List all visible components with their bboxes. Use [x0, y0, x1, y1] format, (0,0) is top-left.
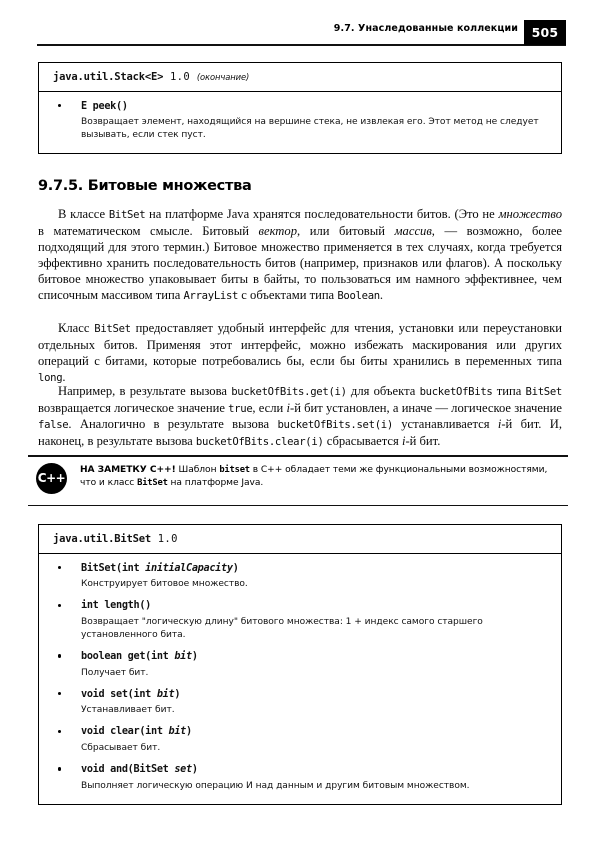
api-method-item [53, 599, 547, 642]
text-run: с объектами типа [238, 288, 338, 303]
inline-code: false [38, 419, 69, 432]
text-run: -й бит. [405, 433, 441, 448]
api-box-stack-header [39, 63, 561, 92]
text-run: сбрасывается [323, 433, 402, 448]
text-run: , — возможно, более подходящий для этого термин.) Битовое множество применяется в тех случаях, когда требуется эффективно хранить последовательность битов (например, признаков или флагов). А поскольку битовое множество упаковывает биты в байты, то пользоваться им намного эффективнее, чем списочным массивом типа [38, 223, 562, 303]
text-run: Класс [58, 321, 95, 335]
text-run: возвращается логическое значение [38, 400, 229, 415]
bullet-icon [58, 566, 61, 569]
inline-code: bucketOfBits.clear(i) [195, 435, 324, 448]
api-method-item [53, 650, 547, 680]
running-head-rule [37, 44, 566, 46]
inline-code: bucketOfBits [419, 386, 493, 398]
api-method-item [53, 725, 547, 755]
text-run: типа [492, 384, 526, 398]
paragraph-3-text [38, 383, 562, 449]
api-method-signature [81, 562, 547, 576]
page-number-badge [524, 20, 566, 45]
api-method-signature [81, 688, 547, 702]
inline-code: BitSet [108, 209, 146, 221]
api-method-signature-param: set [174, 763, 192, 775]
text-run: . Аналогично в результате вызова [68, 417, 278, 432]
api-method-signature-post: ) [232, 562, 239, 574]
emphasis-run: i [497, 417, 502, 432]
api-method-signature [81, 725, 547, 739]
inline-code: BitSet [94, 323, 131, 335]
paragraph-1 [38, 206, 562, 304]
running-head [37, 18, 566, 48]
api-method-item [53, 688, 547, 718]
api-method-item [53, 763, 547, 793]
api-method-item [53, 100, 547, 143]
emphasis-run: i [401, 433, 406, 448]
note-text [80, 464, 564, 490]
api-box-stack-classname: java.util.Stack<E> [53, 71, 164, 83]
paragraph-1-text [38, 206, 562, 304]
api-method-signature [81, 650, 547, 664]
text-run: предоставляет удобный интерфейс для чтения, установки или переустановки отдельных битов. Применяя этот интерфейс, можно избежать маскирования или других операций с битами, которые потребовались бы, если бы биты хранились в переменных типа [38, 321, 563, 368]
api-box-bitset-header [39, 525, 561, 554]
api-method-signature-pre: void clear(int [81, 726, 169, 738]
bullet-icon [58, 104, 61, 107]
page-number: 505 [531, 25, 559, 40]
text-run: Шаблон [175, 464, 220, 475]
bullet-icon [58, 604, 61, 607]
note-body [28, 457, 568, 505]
paragraph-3 [38, 383, 562, 449]
text-run: , или битовый [297, 223, 395, 238]
paragraph-2 [38, 320, 562, 386]
api-method-description: Устанавливает бит. [81, 705, 175, 716]
api-method-signature-pre: int length [81, 600, 140, 612]
inline-code: bucketOfBits.set(i) [277, 419, 393, 432]
api-method-signature [81, 100, 547, 114]
api-method-signature-post: () [139, 600, 152, 612]
note-rule-bottom [28, 505, 568, 507]
api-method-signature-post: ) [191, 763, 198, 775]
bullet-icon [58, 730, 61, 733]
text-run: -й бит установлен, а иначе — логическое значение [290, 400, 562, 415]
emphasis-run: i [286, 400, 290, 415]
running-head-title: 9.7. Унаследованные коллекции [333, 23, 518, 34]
api-method-signature-post: ) [191, 650, 198, 662]
api-method-signature [81, 599, 547, 613]
api-method-description: Получает бит. [81, 667, 149, 678]
emphasis-run: множество [498, 207, 562, 221]
inline-code: BitSet [137, 477, 168, 488]
cpp-note [28, 455, 568, 506]
api-method-signature-pre: void set(int [81, 688, 157, 700]
api-box-stack-continuation: (окончание) [196, 72, 250, 82]
text-run: устанавливается [392, 417, 498, 432]
emphasis-run: вектор [258, 223, 297, 238]
api-method-description: Возвращает "логическую длину" битового множества: 1 + индекс самого старшего установленного бита. [81, 617, 483, 640]
api-box-stack-body [39, 92, 561, 154]
bullet-icon [58, 767, 61, 770]
api-method-signature-pre: E peek [81, 100, 117, 112]
api-method-signature-post: ) [186, 726, 192, 738]
text-run: . [62, 369, 66, 384]
inline-code: ArrayList [183, 290, 239, 303]
text-run: В классе [58, 207, 109, 221]
api-box-stack-version: 1.0 [169, 71, 191, 83]
api-method-signature-post: () [116, 100, 128, 112]
api-method-signature-param: bit [168, 726, 187, 738]
emphasis-run: массив [394, 223, 432, 238]
text-run: в математическом смысле. Битовый [38, 223, 259, 238]
inline-code: Boolean [337, 290, 380, 303]
bullet-icon [58, 692, 61, 695]
text-run: . [379, 288, 384, 303]
inline-code: bitset [219, 464, 250, 475]
inline-code: BitSet [525, 386, 563, 398]
paragraph-2-text [38, 320, 562, 386]
api-box-bitset-version: 1.0 [157, 533, 178, 545]
api-method-signature-param: bit [174, 650, 192, 662]
bullet-icon [58, 654, 61, 657]
api-method-description: Возвращает элемент, находящийся на вершине стека, не извлекая его. Этот метод не следует вызывать, если стек пуст. [81, 117, 539, 141]
api-box-bitset-body [39, 554, 561, 804]
api-method-item [53, 562, 547, 592]
section-heading: 9.7.5. Битовые множества [38, 178, 252, 194]
api-box-bitset-classname: java.util.BitSet [53, 533, 151, 545]
inline-code: true [228, 402, 253, 415]
api-method-signature-pre: boolean get(int [81, 650, 175, 662]
text-run: -й бит. И, наконец, в результате вызова [38, 417, 562, 448]
cpp-badge-icon: C++ [36, 463, 67, 494]
api-method-signature-param: bit [156, 688, 175, 700]
api-box-bitset [38, 524, 562, 805]
api-method-description: Выполняет логическую операцию И над данным и другим битовым множеством. [81, 780, 470, 791]
api-method-signature-pre: void and(BitSet [81, 763, 175, 775]
api-box-stack [38, 62, 562, 154]
api-method-signature-param: initialCapacity [145, 562, 233, 574]
text-run: на платформе Java. [167, 477, 264, 488]
api-method-signature-pre: BitSet(int [81, 562, 146, 574]
text-run: Например, в результате вызова [58, 384, 232, 398]
api-method-signature [81, 763, 547, 777]
api-method-signature-post: ) [174, 688, 181, 700]
api-method-description: Конструирует битовое множество. [81, 579, 248, 590]
inline-code: long [38, 371, 63, 384]
text-run: в С++ обладает теми же функциональными возможностями, что и класс [80, 464, 548, 488]
text-run: для объекта [346, 384, 420, 398]
text-run: , если [252, 400, 287, 415]
inline-code: bucketOfBits.get(i) [231, 386, 347, 398]
api-method-description: Сбрасывает бит. [81, 742, 161, 753]
note-lead: НА ЗАМЕТКУ C++! [80, 464, 176, 475]
text-run: на платформе Java хранятся последовательности битов. (Это не [145, 207, 499, 221]
